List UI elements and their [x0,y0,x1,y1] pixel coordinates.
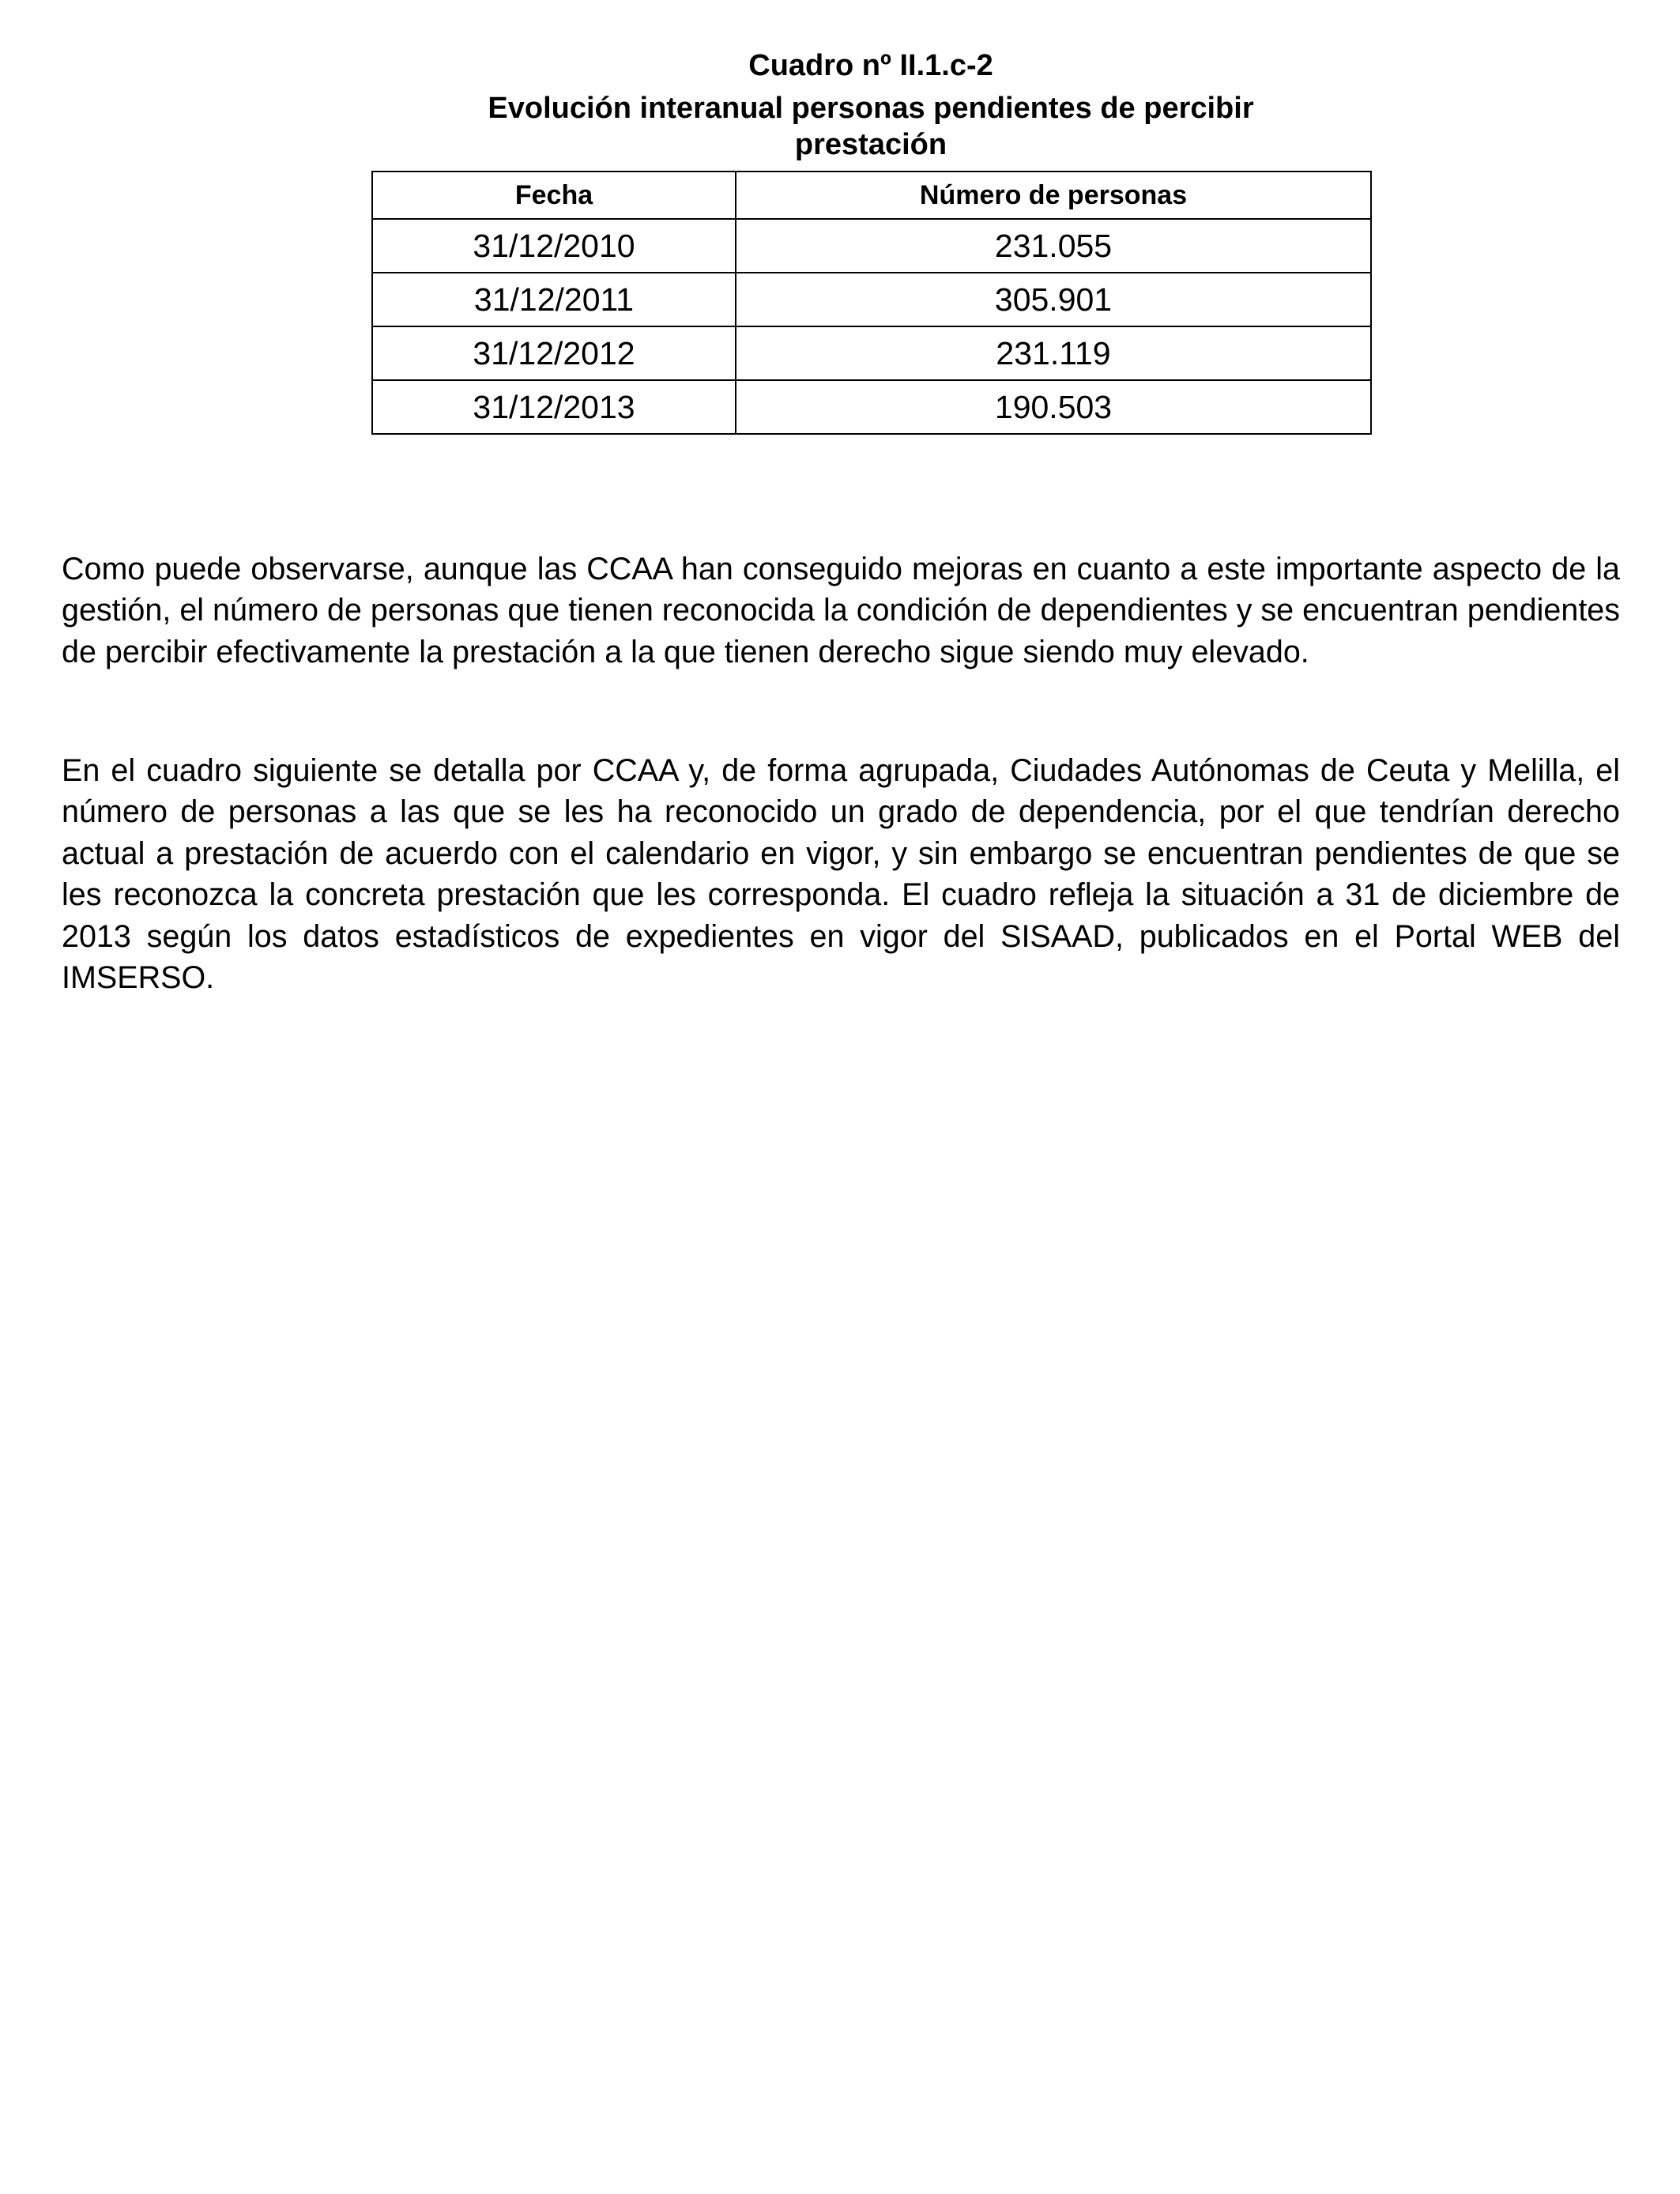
cell-numero-personas: 231.055 [736,219,1371,273]
cell-fecha: 31/12/2010 [372,219,736,273]
cell-numero-personas: 305.901 [736,273,1371,326]
cell-fecha: 31/12/2012 [372,326,736,380]
data-table [371,171,1372,435]
table-row [372,380,1371,434]
table-number: Cuadro nº II.1.c-2 [748,49,993,82]
cell-numero-personas: 231.119 [736,326,1371,380]
cell-fecha: 31/12/2011 [372,273,736,326]
body-paragraph-2: En el cuadro siguiente se detalla por CCAA y, de forma agrupada, Ciudades Autónomas de Ceuta y Melilla, el número de personas a las que se les ha reconocido un grado de dependencia, por el que tendrían derecho actual a prestación de acuerdo con el calendario en vigor, y sin embargo se encuentran pendientes de que se les reconozca la concreta prestación que les corresponda. El cuadro refleja la situación a 31 de diciembre de 2013 según los datos estadísticos de expedientes en vigor del SISAAD, publicados en el Portal WEB del IMSERSO. [62,752,1620,995]
header-fecha: Fecha [372,172,736,219]
table-header-row [372,172,1371,219]
table-title-continuation: prestación [794,128,947,161]
body-paragraph-1: Como puede observarse, aunque las CCAA han conseguido mejoras en cuanto a este importante aspecto de la gestión, el número de personas que tienen reconocida la condición de dependientes y se encuentran pendientes de percibir efectivamente la prestación a la que tienen derecho sigue siendo muy elevado. [62,551,1621,669]
table-title: Evolución interanual personas pendientes de percibir [488,92,1254,125]
header-numero-personas: Número de personas [736,172,1371,219]
table-row [372,326,1371,380]
table-row [372,273,1371,326]
cell-numero-personas: 190.503 [736,380,1371,434]
table-row [372,219,1371,273]
cell-fecha: 31/12/2013 [372,380,736,434]
